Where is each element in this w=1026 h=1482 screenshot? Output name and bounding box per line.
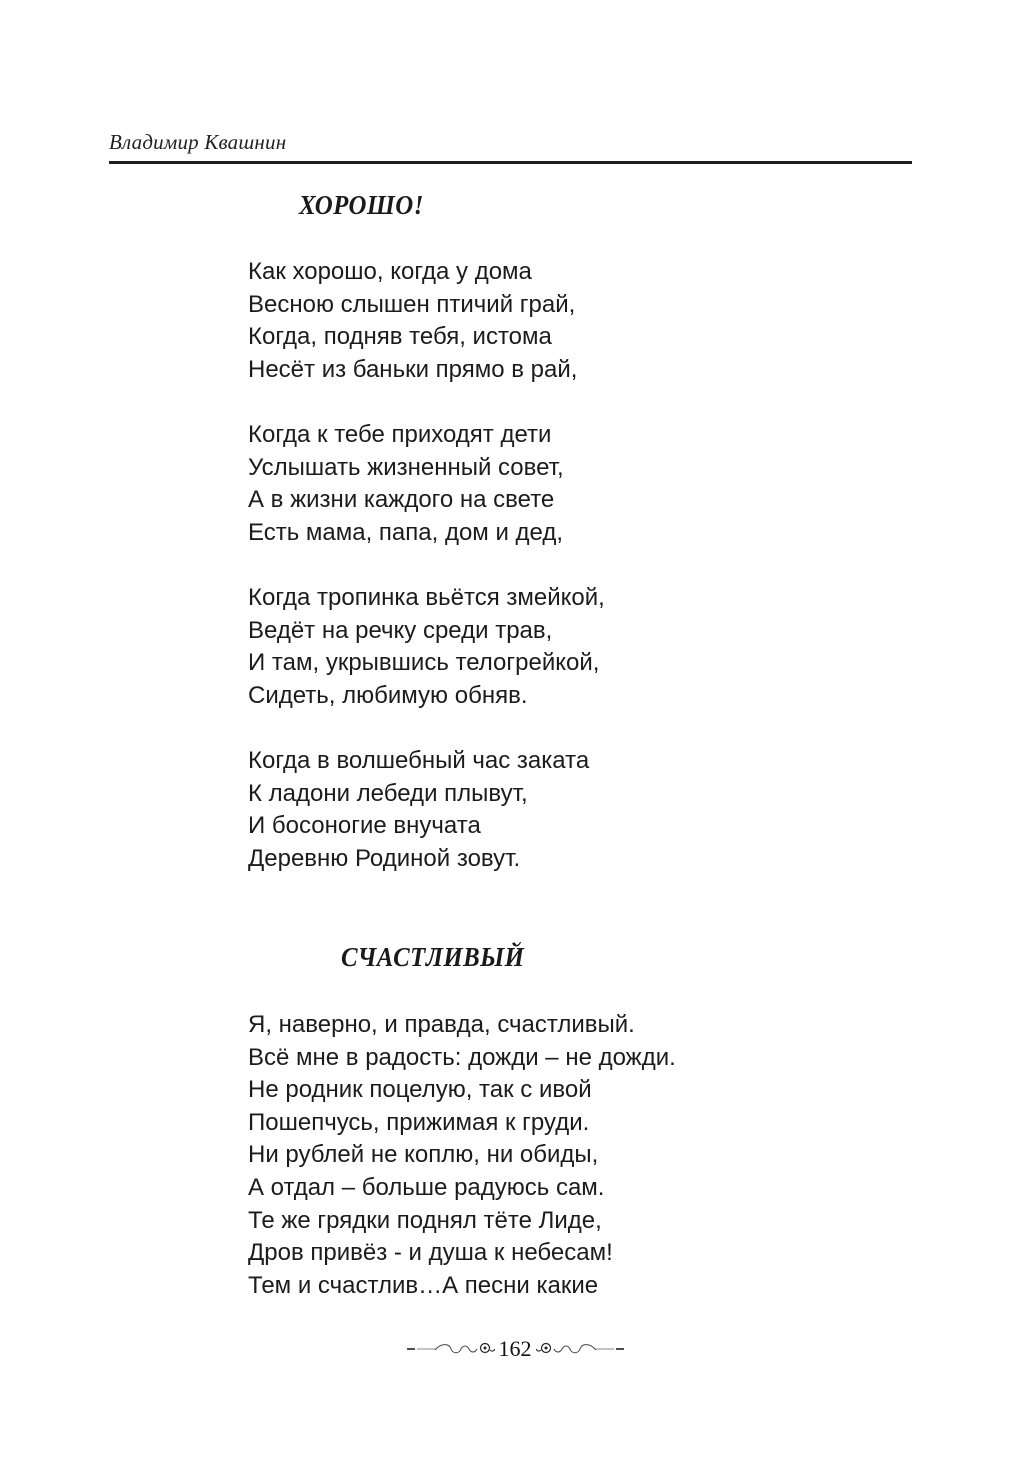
stanza [248, 745, 605, 875]
flourish-right-icon [536, 1339, 626, 1359]
flourish-left-icon [405, 1339, 495, 1359]
poem-body [248, 256, 605, 908]
header-rule [109, 161, 912, 164]
poem-line: Есть мама, папа, дом и дед, [248, 518, 564, 546]
poem-line: Когда к тебе приходят дети [248, 420, 552, 448]
stanza [248, 419, 605, 549]
poem-line: Несёт из баньки прямо в рай, [248, 355, 578, 383]
poem-line: К ладони лебеди плывут, [248, 779, 528, 807]
poem-line: Я, наверно, и правда, счастливый. [248, 1011, 635, 1038]
poem-line: И там, укрывшись телогрейкой, [248, 649, 600, 677]
poem-line: А отдал – больше радуюсь сам. [248, 1173, 605, 1201]
poem-line: Не родник поцелую, так с ивой [248, 1076, 592, 1104]
stanza [248, 256, 605, 386]
stanza [248, 1009, 676, 1302]
poem-line: Когда тропинка вьётся змейкой, [248, 583, 605, 611]
running-head-author: Владимир Квашнин [109, 130, 287, 154]
poem-line: А в жизни каждого на свете [248, 486, 555, 514]
poem-line: Весною слышен птичий грай, [248, 290, 576, 318]
poem-line: Ни рублей не коплю, ни обиды, [248, 1141, 599, 1169]
poem-line: Как хорошо, когда у дома [248, 258, 532, 285]
poem-line: Услышать жизненный совет, [248, 453, 564, 481]
poem-line: Когда, подняв тебя, истома [248, 323, 552, 351]
poem-title: ХОРОШО! [299, 190, 424, 220]
poem-line: Ведёт на речку среди трав, [248, 616, 553, 644]
poem-title: СЧАСТЛИВЫЙ [341, 942, 525, 972]
poem-line: Деревню Родиной зовут. [248, 844, 521, 872]
poem-body [248, 1009, 676, 1335]
poem-line: Пошепчусь, прижимая к груди. [248, 1108, 590, 1136]
stanza [248, 582, 605, 712]
poem-line: Всё мне в радость: дожди – не дожди. [248, 1043, 676, 1071]
poem-line: Сидеть, любимую обняв. [248, 681, 528, 709]
page-folio [400, 1336, 630, 1362]
poem-line: И босоногие внучата [248, 812, 481, 840]
poem-line: Тем и счастлив…А песни какие [248, 1271, 599, 1299]
poem-line: Те же грядки поднял тёте Лиде, [248, 1206, 602, 1234]
page-number: 162 [498, 1336, 532, 1361]
poem-line: Когда в волшебный час заката [248, 746, 590, 774]
poem-line: Дров привёз - и душа к небесам! [248, 1239, 613, 1267]
